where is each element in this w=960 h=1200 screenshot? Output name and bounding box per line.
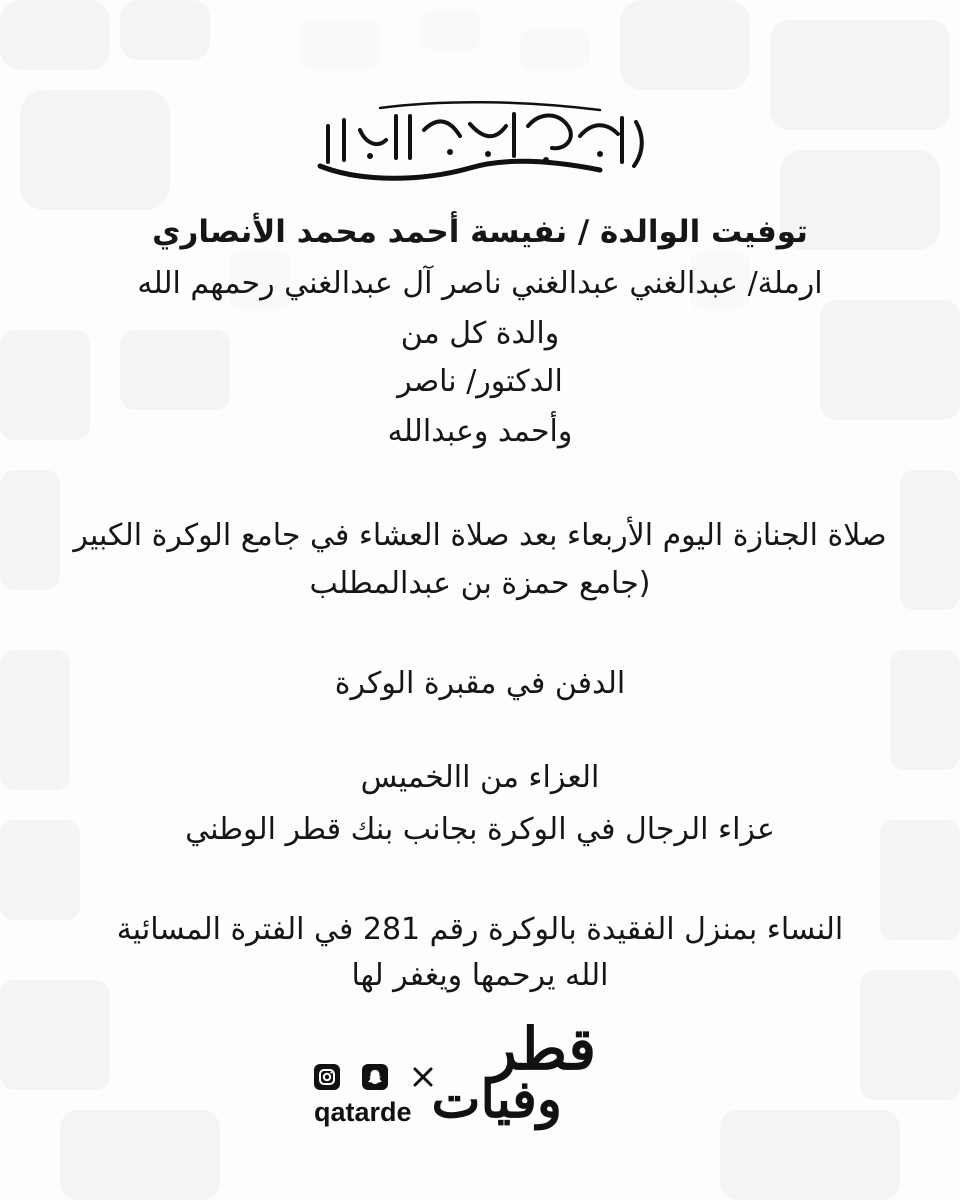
widow-line: ارملة/ عبدالغني عبدالغني ناصر آل عبدالغني رحمهم الله (137, 266, 823, 301)
x-icon[interactable] (410, 1064, 436, 1090)
brand-footer (300, 1015, 640, 1138)
social-icons (314, 1064, 434, 1094)
brand-logo-line-2: وفيات (431, 1069, 562, 1130)
prayer-for-deceased-line: الله يرحمها ويغفر لها (351, 958, 609, 993)
social-handle[interactable]: qatarde (314, 1097, 412, 1127)
men-condolence-line: عزاء الرجال في الوكرة بجانب بنك قطر الوطني (185, 812, 775, 847)
women-condolence-line: النساء بمنزل الفقيدة بالوكرة رقم 281 في الفترة المسائية (116, 912, 844, 947)
son-line-2: وأحمد وعبدالله (387, 414, 573, 449)
snapchat-icon[interactable] (362, 1064, 388, 1090)
brand-logo-line-1: قطر (488, 1015, 596, 1083)
burial-line: الدفن في مقبرة الوكرة (334, 666, 626, 701)
funeral-prayer-line: صلاة الجنازة اليوم الأربعاء بعد صلاة العشاء في جامع الوكرة الكبير (73, 518, 887, 553)
condolence-start-line: العزاء من االخميس (360, 760, 600, 795)
obituary-title: توفيت الوالدة / نفيسة أحمد محمد الأنصاري (152, 214, 808, 250)
brand-logo (431, 1015, 620, 1138)
mosque-line: (جامع حمزة بن عبدالمطلب (309, 566, 651, 601)
mother-of-line: والدة كل من (400, 316, 560, 351)
son-line-1: الدكتور/ ناصر (397, 364, 563, 399)
quran-verse-calligraphy (300, 96, 660, 188)
instagram-icon[interactable] (314, 1064, 340, 1090)
